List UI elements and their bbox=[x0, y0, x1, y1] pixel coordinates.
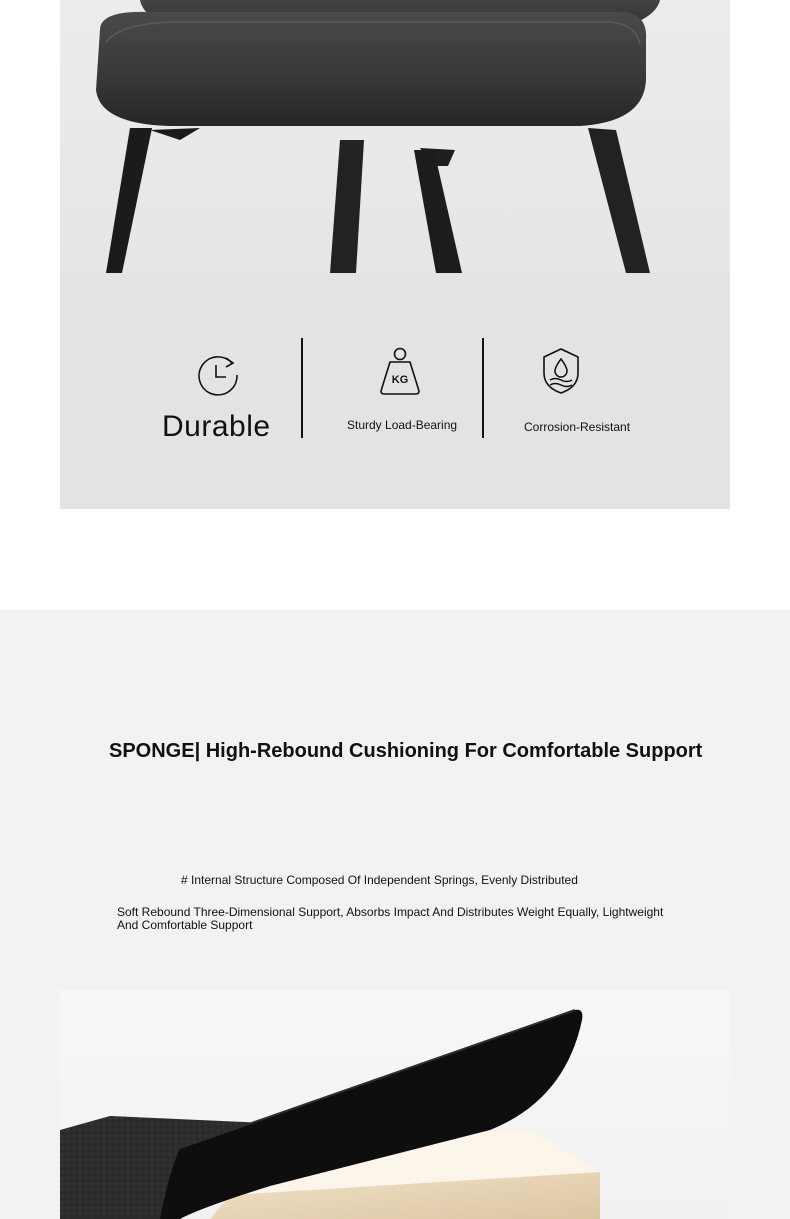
sponge-description-line-2: Soft Rebound Three-Dimensional Support, Absorbs Impact And Distributes Weight Equally, Lightweight And Comfortable Support bbox=[117, 905, 664, 932]
chair-product-image bbox=[60, 0, 730, 273]
sponge-description-line-1: # Internal Structure Composed Of Independent Springs, Evenly Distributed bbox=[181, 873, 578, 887]
features-panel bbox=[60, 273, 730, 509]
section-spacer bbox=[0, 509, 790, 610]
feature-label-load-bearing: Sturdy Load-Bearing bbox=[347, 418, 458, 432]
sponge-title: SPONGE| High-Rebound Cushioning For Comfortable Support bbox=[109, 740, 703, 762]
feature-label-durable: Durable bbox=[162, 410, 271, 443]
divider bbox=[301, 338, 303, 438]
shield-water-icon bbox=[541, 347, 581, 400]
divider bbox=[482, 338, 484, 438]
kg-icon-text: KG bbox=[391, 374, 409, 386]
sponge-section bbox=[0, 610, 790, 1219]
cushion-cross-section-illustration bbox=[60, 990, 730, 1219]
sponge-cushion-image bbox=[60, 990, 730, 1219]
feature-label-corrosion-resistant: Corrosion-Resistant bbox=[524, 420, 631, 434]
chair-illustration bbox=[60, 0, 730, 273]
clock-rotate-icon bbox=[196, 353, 240, 402]
weight-kg-icon bbox=[378, 347, 422, 402]
